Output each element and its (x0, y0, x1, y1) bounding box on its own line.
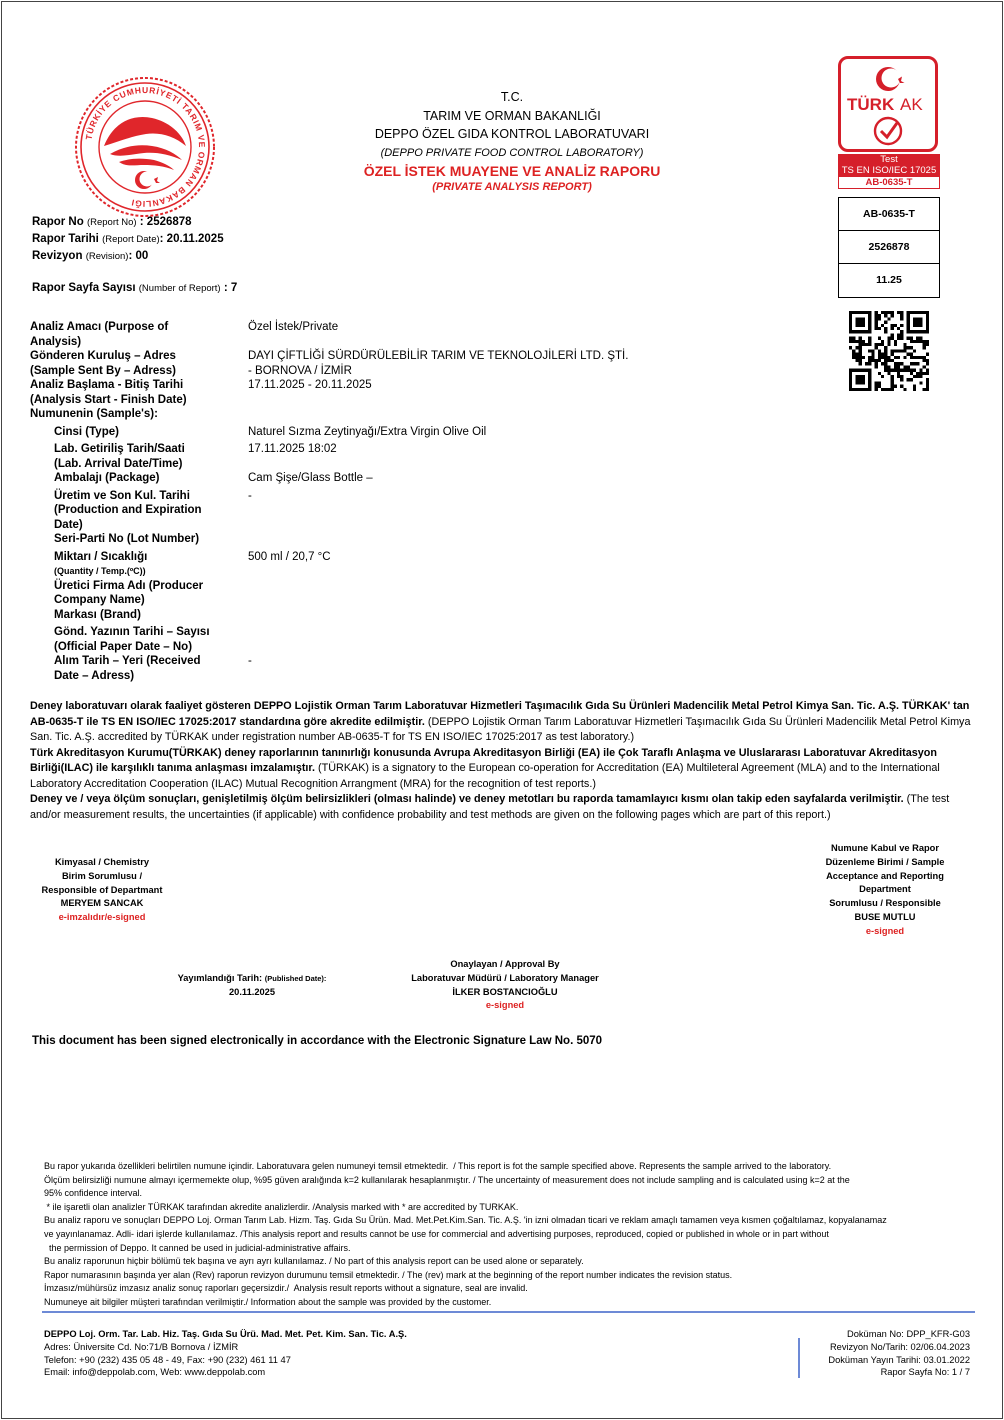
report-date-value: : 20.11.2025 (159, 233, 224, 245)
footnotes (44, 1160, 974, 1310)
footer-revision: Revizyon No/Tarih: 02/06.04.2023 (829, 1341, 970, 1352)
field-label: Analiz Başlama - Bitiş Tarihi (30, 379, 184, 391)
footnote-line: * ile işaretli olan analizler TÜRKAK tarafından akredite analizlerdir. /Analysis marked with * are accredited by TURKAK. (44, 1201, 519, 1212)
field-value: - BORNOVA / İZMİR (248, 364, 352, 377)
field-row (30, 457, 650, 472)
field-row (30, 407, 650, 422)
field-value (248, 640, 650, 655)
turkak-accreditation-no: AB-0635-T (838, 176, 940, 189)
field-value (248, 457, 650, 472)
turkak-brand-a: TÜRK (847, 95, 895, 114)
field-value: Özel İstek/Private (248, 321, 339, 333)
field-row (30, 349, 650, 364)
field-value (248, 564, 650, 579)
field-row (30, 335, 650, 350)
field-row (30, 518, 650, 533)
footer-vertical-divider (798, 1338, 800, 1378)
statement-p2-text: (TÜRKAK) is a signatory to the European co-operation for Accreditation (EA) Multileteral Agreement (MLA) and to the International Laboratory Accreditation Cooperation (ILAC) Mutual Recognition Arrangment (MRA) for the recognition of test reports.) (30, 762, 940, 790)
statement-p2-bold: Türk Akreditasyon Kurumu(TÜRKAK) deney raporlarının tanınırlığı konusunda Avrupa Akreditasyon Birliği (EA) ile Çok Taraflı Anlaşma ve Uluslararası Laboratuvar Akreditasyon Birliği(ILAC) ile karşılıklı tanıma anlaşması imzalamıştır. (30, 746, 937, 774)
qr-code[interactable] (849, 311, 929, 391)
footer-company: DEPPO Loj. Orm. Tar. Lab. Hiz. Taş. Gıda Su Ürü. Mad. Met. Pet. Kim. San. Tic. A.Ş. (44, 1329, 407, 1339)
field-row (30, 669, 650, 684)
field-row (30, 564, 650, 579)
sig-left-status: e-imzalıdır/e-signed (58, 912, 146, 923)
footnote-line: 95% confidence interval. (44, 1188, 143, 1199)
statement-p1-text: (DEPPO Lojistik Orman Tarım Laboratuvar Hizmetleri Taşımacılık Gıda Su Ürünleri Madencilik Metal Petrol Kimya San. Tic. A.Ş. accredited by TÜRKAK under registration number AB-0635-T for TS EN ISO/IEC 17025:2017 as test laboratory.) (30, 715, 971, 743)
turkak-brand-b: AK (900, 95, 923, 114)
field-label: (Sample Sent By – Adress) (30, 364, 176, 377)
signature-chemistry (22, 856, 182, 925)
field-label: (Lab. Arrival Date/Time) (54, 457, 183, 470)
accreditation-statement (30, 699, 976, 823)
sig-right-line2: Düzenleme Birimi / Sample (825, 856, 945, 867)
footnote-line: Bu analiz raporunun hiçbir bölümü tek başına ve ayrı ayrı kullanılamaz. / No part of this analysis report can be used alone or separately. (44, 1256, 584, 1267)
published-date (162, 972, 342, 1000)
statement-p1-bold: Deney laboratuvarı olarak faaliyet gösteren DEPPO Lojistik Orman Tarım Laboratuvar Hizmetleri Taşımacılık Gıda Su Ürünleri Madencilik Metal Petrol Kimya San. Tic. A.Ş. TÜRKAK' tan AB-0635-T ile TS EN ISO/IEC 17025:2017 standardına göre akredite edilmiştir. (30, 700, 970, 728)
sig-approval-name: İLKER BOSTANCIOĞLU (452, 986, 558, 997)
sig-right-line4: Department (859, 884, 911, 895)
revision-label: Revizyon (32, 250, 83, 262)
footnote-line: Ölçüm belirsizliği numune almayı içermemekte olup, %95 güven aralığında k=2 kullanılarak hesaplanmıştır. / The uncertainty of measurement does not include sampling and is calculated using k=2 at the (44, 1174, 850, 1185)
report-header (302, 88, 722, 194)
field-value: 17.11.2025 18:02 (248, 443, 337, 455)
field-row (30, 608, 650, 623)
sig-right-line1: Numune Kabul ve Rapor (831, 843, 939, 853)
published-label: Yayımlandığı Tarih: (177, 973, 263, 983)
footer-email[interactable]: Email: info@deppolab.com, Web: www.deppolab.com (44, 1367, 266, 1378)
ref-month: 11.25 (876, 274, 902, 286)
report-no-value: : 2526878 (139, 216, 192, 228)
sample-info-fields (30, 320, 650, 683)
field-row (30, 425, 650, 440)
field-row (30, 320, 650, 335)
sig-right-line3: Acceptance and Reporting (826, 870, 944, 881)
field-value (248, 579, 650, 594)
field-value (248, 335, 650, 350)
footer-publish-date: Doküman Yayın Tarihi: 03.01.2022 (828, 1354, 970, 1365)
field-value: 500 ml / 20,7 °C (248, 550, 331, 563)
footer-page-number: Rapor Sayfa No: 1 / 7 (880, 1367, 970, 1378)
turkak-test-label (838, 154, 940, 176)
field-row (30, 654, 650, 669)
field-value (248, 608, 650, 623)
field-value (248, 532, 650, 547)
footnote-line: Numuneye ait bilgiler müşteri tarafından verilmiştir./ Information about the sample was provided by the customer. (44, 1296, 492, 1307)
field-label: (Production and Expiration (54, 504, 202, 516)
field-label: Ambalajı (Package) (54, 472, 160, 484)
reference-box (838, 197, 940, 298)
field-row (30, 640, 650, 655)
sig-right-line5: Sorumlusu / Responsible (829, 898, 941, 909)
field-label: (Analysis Start - Finish Date) (30, 393, 187, 406)
field-label: Analysis) (30, 335, 82, 348)
statement-p3-bold: Deney ve / veya ölçüm sonuçları, genişletilmiş ölçüm belirsizlikleri (olması halinde) ve deney metotları bu raporda tamamlayıcı kısmı olan takip eden sayfalarda verilmiştir. (30, 793, 904, 805)
footnote-line: Rapor numarasının başında yer alan (Rev) raporun revizyon durumunu temsil etmektedir. / The (rev) mark at the beginning of the report number indicates the revision status. (44, 1269, 733, 1280)
field-value: - (248, 655, 252, 667)
header-lab-name: DEPPO ÖZEL GIDA KONTROL LABORATUVARI (374, 127, 650, 141)
footer-phone: Telefon: +90 (232) 435 05 48 - 49, Fax: +90 (232) 461 11 47 (44, 1354, 291, 1365)
sig-approval-line1: Onaylayan / Approval By (450, 959, 560, 969)
field-label: Date – Adress) (54, 669, 135, 682)
report-no-sub: (Report No) (86, 217, 137, 228)
ref-accreditation-no: AB-0635-T (839, 198, 939, 231)
field-row (30, 593, 650, 608)
turkak-test: Test (880, 154, 898, 165)
turkak-logo (838, 56, 938, 152)
field-label: Cinsi (Type) (54, 425, 119, 438)
field-row (30, 579, 650, 594)
sig-left-line2: Birim Sorumlusu / (61, 870, 143, 881)
field-value (248, 503, 650, 518)
field-value: - (248, 489, 252, 502)
header-lab-name-en: (DEPPO PRIVATE FOOD CONTROL LABORATORY) (380, 146, 644, 159)
report-page (1, 1, 1003, 1419)
report-date-sub: (Report Date) (102, 234, 160, 245)
field-value (248, 393, 650, 408)
footnote-line: Bu rapor yukarıda özellikleri belirtilen numune içindir. Laboratuvara gelen numuneyi temsil etmektedir. / This report is fot the sample specified above. Represents the sample arrived to the laboratory. (44, 1161, 832, 1171)
footer-doc-no: Doküman No: DPP_KFR-G03 (847, 1329, 970, 1339)
field-value (248, 625, 650, 640)
field-label: Seri-Parti No (Lot Number) (54, 533, 200, 545)
signature-approval (390, 958, 620, 1013)
footnote-line: İmzasız/mühürsüz imzasız analiz sonuç raporları geçersizdir./ Analysis result reports without a signature, seal are invalid. (44, 1283, 528, 1294)
field-row (30, 489, 650, 504)
sig-left-line1: Kimyasal / Chemistry (54, 857, 150, 867)
statement-p2 (30, 746, 976, 793)
field-value: Naturel Sızma Zeytinyağı/Extra Virgin Olive Oil (248, 425, 487, 438)
report-meta (32, 214, 224, 265)
field-value (248, 518, 650, 533)
svg-text:TÜRKİYE CUMHURİYETİ TARIM VE O: TÜRKİYE CUMHURİYETİ TARIM VE ORMAN BAKANLIĞI (83, 84, 208, 210)
field-row (30, 550, 650, 565)
field-value (248, 407, 650, 422)
field-label: Analiz Amacı (Purpose of (30, 321, 169, 333)
sig-approval-status: e-signed (485, 1000, 525, 1011)
field-label: Alım Tarih – Yeri (Received (54, 655, 201, 667)
field-value (248, 669, 650, 684)
report-date-label: Rapor Tarihi (32, 233, 99, 245)
report-title: ÖZEL İSTEK MUAYENE VE ANALİZ RAPORU (363, 163, 661, 179)
field-label: Numunenin (Sample's): (30, 408, 158, 420)
field-value (248, 593, 650, 608)
field-label: (Quantity / Temp.(ºC)) (54, 566, 146, 576)
turkak-standard: TS EN ISO/IEC 17025 (841, 165, 937, 176)
footnote-line: Bu analiz raporu ve sonuçları DEPPO Loj. Orman Tarım Lab. Hizm. Taş. Gıda Su Ürün. Mad. Met.Pet.Kim.San. Tic. A.Ş. 'in izni olmadan ticari ve reklam amaçlı tamamen veya kısmen çoğaltılamaz, kopyalanamaz (44, 1215, 887, 1226)
revision-value: : 00 (128, 250, 149, 262)
field-row (30, 378, 650, 393)
published-sub: (Published Date): (264, 974, 327, 983)
report-page-count (32, 282, 237, 294)
sig-left-name: MERYEM SANCAK (60, 898, 144, 909)
sig-right-name: BUSE MUTLU (854, 911, 916, 922)
report-subtitle: (PRIVATE ANALYSIS REPORT) (432, 180, 592, 193)
statement-p3 (30, 792, 976, 823)
published-date-value: 20.11.2025 (228, 986, 276, 997)
footer-company-info (44, 1328, 407, 1379)
footnote-line: ve yayınlanamaz. Adli- idari işlerde kullanılamaz. /This analysis report and results cannot be use for commercial and advertising purposes, reproduced, copied or published in whole or in part without (44, 1228, 829, 1239)
statement-p1 (30, 699, 976, 746)
report-no-label: Rapor No (32, 216, 84, 228)
field-row (30, 364, 650, 379)
pages-value: : 7 (223, 282, 238, 294)
field-row (30, 625, 650, 640)
statement-p3-text: (The test and/or measurement results, the uncertainties (if applicable) with confidence probability and test methods are given on the following pages which are part of this report.) (30, 793, 950, 821)
field-row (30, 503, 650, 518)
field-label: Üretici Firma Adı (Producer (54, 579, 204, 592)
field-label: Gönd. Yazının Tarihi – Sayısı (54, 626, 210, 638)
sig-approval-line2: Laboratuvar Müdürü / Laboratory Manager (411, 972, 599, 983)
field-label: Gönderen Kuruluş – Adres (30, 350, 176, 362)
sig-right-status: e-signed (865, 925, 905, 936)
turkak-mark (838, 56, 940, 189)
field-label: Lab. Getiriliş Tarih/Saati (54, 443, 185, 455)
field-row (30, 471, 650, 486)
field-label: Company Name) (54, 594, 145, 606)
field-row (30, 393, 650, 408)
field-label: Date) (54, 518, 83, 531)
esignature-law-note: This document has been signed electronically in accordance with the Electronic Signature Law No. 5070 (32, 1035, 603, 1047)
footnote-line: the permission of Deppo. It canned be used in judicial-administrative affairs. (44, 1242, 351, 1253)
sig-left-line3: Responsible of Departmant (41, 884, 163, 895)
field-value: Cam Şişe/Glass Bottle – (248, 472, 373, 484)
pages-label: Rapor Sayfa Sayısı (32, 282, 136, 294)
ministry-seal (74, 76, 216, 218)
footer-divider (42, 1311, 975, 1313)
field-label: Üretim ve Son Kul. Tarihi (54, 489, 190, 502)
field-label: (Official Paper Date – No) (54, 640, 193, 653)
header-ministry: TARIM VE ORMAN BAKANLIĞI (423, 108, 601, 123)
field-label: Miktarı / Sıcaklığı (54, 550, 148, 563)
field-label: Markası (Brand) (54, 608, 141, 621)
field-value: DAYI ÇİFTLİĞİ SÜRDÜRÜLEBİLİR TARIM VE TEKNOLOJİLERİ LTD. ŞTİ. (248, 350, 629, 362)
footer-document-info (828, 1328, 970, 1379)
field-row (30, 442, 650, 457)
footer-address: Adres: Üniversite Cd. No:71/B Bornova / İZMİR (44, 1341, 239, 1352)
signature-acceptance (810, 842, 960, 939)
header-tc: T.C. (500, 90, 524, 104)
field-row (30, 532, 650, 547)
ref-report-no: 2526878 (839, 231, 939, 264)
revision-sub: (Revision) (85, 251, 129, 262)
pages-sub: (Number of Report) (138, 283, 221, 294)
field-value: 17.11.2025 - 20.11.2025 (248, 379, 372, 391)
